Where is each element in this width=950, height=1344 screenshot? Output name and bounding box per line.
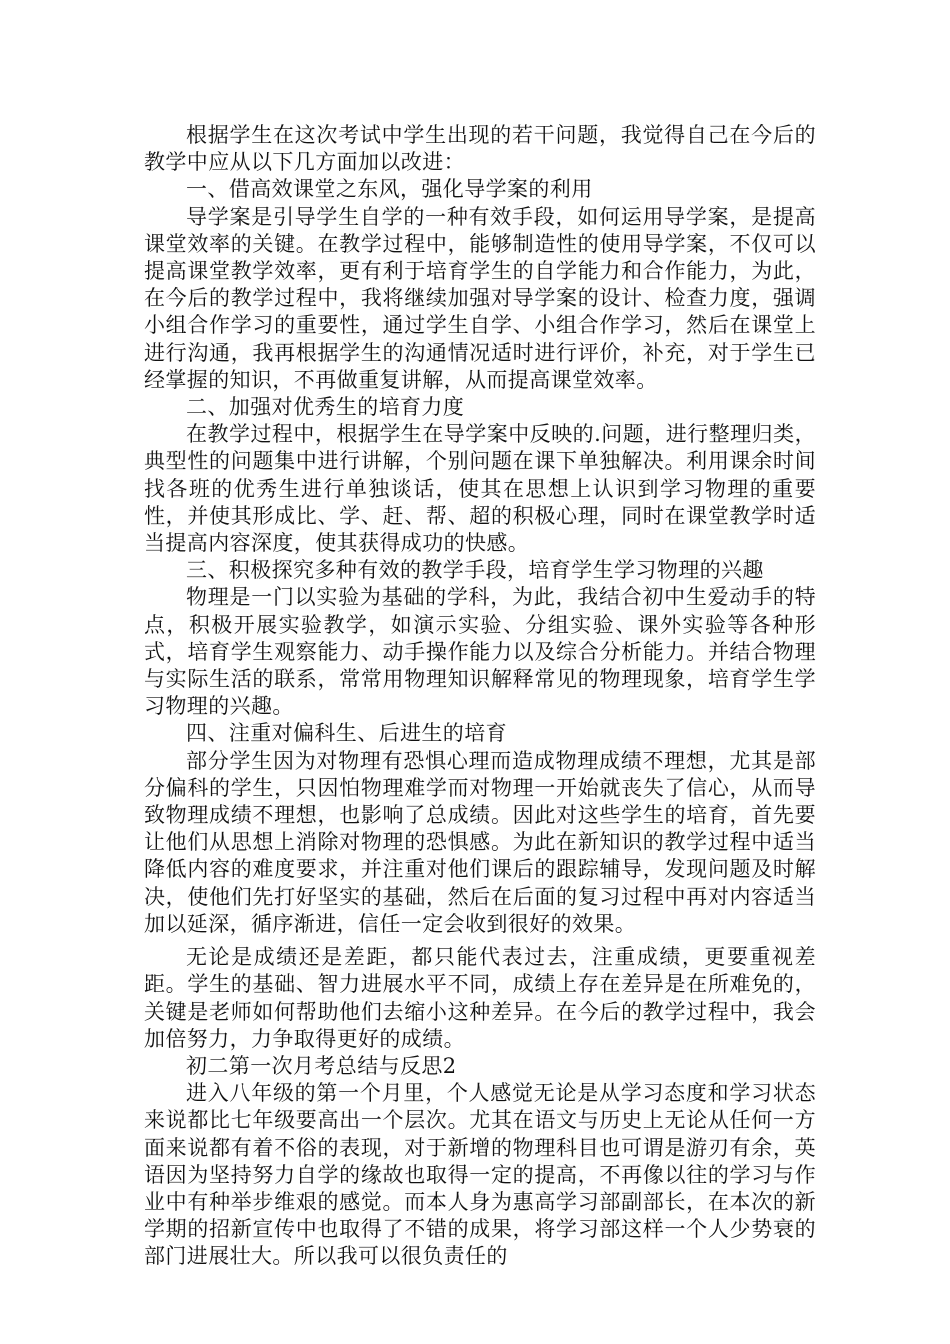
section-heading-4: 四、注重对偏科生、后进生的培育 [186,721,507,746]
section-heading-2: 二、加强对优秀生的培育力度 [186,395,465,420]
section-4-paragraph: 部分学生因为对物理有恐惧心理而造成物理成绩不理想，尤其是部分偏科的学生，只因怕物理难学而对物理一开始就丧失了信心，从而导致物理成绩不理想，也影响了总成绩。因此对这些学生的培育，首先要让他们从思想上消除对物理的恐惧感。为此在新知识的教学过程中适当降低内容的难度要求，并注重对他们课后的跟踪辅导，发现问题及时解决，使他们先打好坚实的基础，然后在后面的复习过程中再对内容适当加以延深，循序渐进，信任一定会收到很好的效果。 [144,748,816,936]
section-heading-3: 三、积极探究多种有效的教学手段，培育学生学习物理的兴趣 [186,558,764,583]
section-1-paragraph: 导学案是引导学生自学的一种有效手段，如何运用导学案，是提高课堂效率的关键。在教学过程中，能够制造性的使用导学案，不仅可以提高课堂教学效率，更有利于培育学生的自学能力和合作能力，为此，在今后的教学过程中，我将继续加强对导学案的设计、检查力度，强调小组合作学习的重要性，通过学生自学、小组合作学习，然后在课堂上进行沟通，我再根据学生的沟通情况适时进行评价，补充，对于学生已经掌握的知识，不再做重复讲解，从而提高课堂效率。 [144,204,816,392]
conclusion-paragraph: 无论是成绩还是差距，都只能代表过去，注重成绩，更要重视差距。学生的基础、智力进展水平不同，成绩上存在差异是在所难免的，关键是老师如何帮助他们去缩小这种差异。在今后的教学过程中，我会加倍努力，力争取得更好的成绩。 [144,945,816,1051]
second-article-paragraph: 进入八年级的第一个月里，个人感觉无论是从学习态度和学习状态来说都比七年级要高出一个层次。尤其在语文与历史上无论从任何一方面来说都有着不俗的表现，对于新增的物理科目也可谓是游刃有余，英语因为坚持努力自学的缘故也取得一定的提高，不再像以往的学习与作业中有种举步维艰的感觉。而本人身为惠高学习部副部长，在本次的新学期的招新宣传中也取得了不错的成果，将学习部这样一个人少势衰的部门进展壮大。所以我可以很负责任的 [144,1081,816,1269]
section-heading-1: 一、借高效课堂之东风，强化导学案的利用 [186,177,593,202]
second-article-title: 初二第一次月考总结与反思2 [186,1053,457,1078]
intro-paragraph: 根据学生在这次考试中学生出现的若干问题，我觉得自己在今后的教学中应从以下几方面加以改进： [144,123,816,175]
section-3-paragraph: 物理是一门以实验为基础的学科，为此，我结合初中生爱动手的特点，积极开展实验教学，如演示实验、分组实验、课外实验等各种形式，培育学生观察能力、动手操作能力以及综合分析能力。并结合物理与实际生活的联系，常常用物理知识解释常见的物理现象，培育学生学习物理的兴趣。 [144,585,816,719]
section-2-paragraph: 在教学过程中，根据学生在导学案中反映的.问题，进行整理归类，典型性的问题集中进行讲解，个别问题在课下单独解决。利用课余时间找各班的优秀生进行单独谈话，使其在思想上认识到学习物理的重要性，并使其形成比、学、赶、帮、超的积极心理，同时在课堂教学时适当提高内容深度，使其获得成功的快感。 [144,422,816,556]
document-body [144,122,816,1271]
